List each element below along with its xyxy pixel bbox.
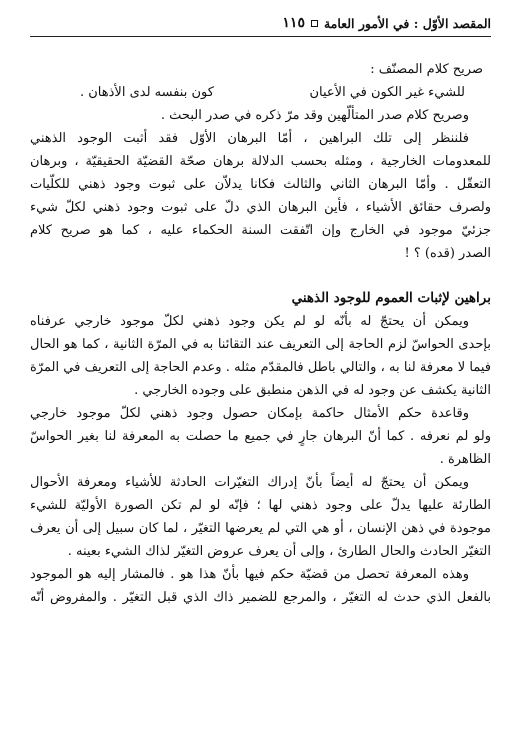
- paragraph-line: التغيّر الحادث والحال الطارئ ، وإلى أن يعرف عروض التغيّر لذاك الشيء بعينه .: [67, 544, 491, 559]
- section-gap: [30, 265, 491, 287]
- section-heading: براهين لإثبات العموم للوجود الذهني: [291, 290, 491, 306]
- page-number: ١١٥: [282, 15, 305, 31]
- poem-verse: [30, 81, 491, 104]
- paragraph-line: ويمكن أن يحتجّ له بأنّه لو لم يكن وجود ذهني لكلّ موجود خارجي عرفناه: [30, 314, 469, 329]
- paragraph-line: للمعدومات الخارجية ، ومثله بحسب الدلالة برهان صحّة القضيّة الحقيقيّة ، وبرهان: [30, 154, 491, 169]
- paragraph-line: ولصرف حقائق الأشياء ، فأين البرهان الذي دلّ على ثبوت وجود ذهني لكلّ شيء: [30, 200, 491, 215]
- paragraph-line: وصريح كلام صدر المتألّهين وقد مرّ ذكره في صدر البحث .: [160, 108, 469, 123]
- paragraph-line: التعقّل . وأمّا البرهان الثاني والثالث فكانا يدلاّن على ثبوت وجود ذهني للكلّيات: [30, 177, 491, 192]
- paragraph-line: جزئيّ موجود في الخارج وإن اتّفقت السنة الحكماء عليه ، كما هو صريح كلام: [30, 223, 491, 238]
- paragraph-line: موجودة في ذهن الإنسان ، أو هي التي لم يعرضها التغيّر ، لما كان سبيل إلى أن يعرف: [30, 521, 491, 536]
- paragraph-line: وهذه المعرفة تحصل من قضيّة حكم فيها بأنّ هذا هو . فالمشار إليه هو الموجود: [30, 567, 469, 582]
- quote-title: صريح كلام المصنّف :: [370, 62, 483, 77]
- poem-hemistich-left: كون بنفسه لدى الأذهان .: [80, 85, 214, 100]
- paragraph-line: ويمكن أن يحتجّ له أيضاً بأنّ إدراك التغيّرات الحادثة للأشياء ومعرفة الأحوال: [30, 475, 469, 490]
- paragraph-line: ولو لم نعرفه . كما أنّ البرهان جارٍ في جميع ما حصلت به المعرفة لنا بغير الحواسّ: [30, 429, 491, 444]
- paragraph-line: فيما لا معرفة لنا به ، والتالي باطل فالمقدّم مثله . وعدم الحاجة إلى التعريف في المرّة: [30, 360, 491, 375]
- paragraph-line: الصدر (قده) ؟ !: [404, 246, 491, 261]
- paragraph-line: الثانية يكشف عن وجود له في الذهن منطبق على وجوده الخارجي .: [134, 383, 491, 398]
- paragraph-line: بالفعل الذي حدث له التغيّر ، والمرجع للضمير ذاك الذي قبل التغيّر . والمفروض أنّه: [30, 590, 491, 605]
- body-text: [30, 58, 491, 609]
- square-bullet-icon: [311, 20, 318, 27]
- running-title: المقصد الأوّل : في الأمور العامة: [323, 15, 491, 31]
- running-header: [30, 12, 491, 34]
- paragraph-line: فلننظر إلى تلك البراهين ، أمّا البرهان الأوّل فقد أثبت الوجود الذهني: [30, 131, 469, 146]
- paragraph-line: بإحدى الحواسّ لزم الحاجة إلى التعريف عند التقائنا به في المرّة الثانية ، كما هو الحال: [30, 337, 491, 352]
- header-rule: [30, 36, 491, 37]
- paragraph-line: وقاعدة حكم الأمثال حاكمة بإمكان حصول وجود ذهني لكلّ موجود خارجي: [30, 406, 469, 421]
- poem-hemistich-right: للشيء غير الكون في الأعيان: [309, 85, 465, 100]
- paragraph-line: الطارئة عليها يدلّ على وجود ذهني لها ؛ فإنّه لو لم تكن الصورة الأوليّة للشيء: [30, 498, 491, 513]
- paragraph-line: الظاهرة .: [439, 452, 491, 467]
